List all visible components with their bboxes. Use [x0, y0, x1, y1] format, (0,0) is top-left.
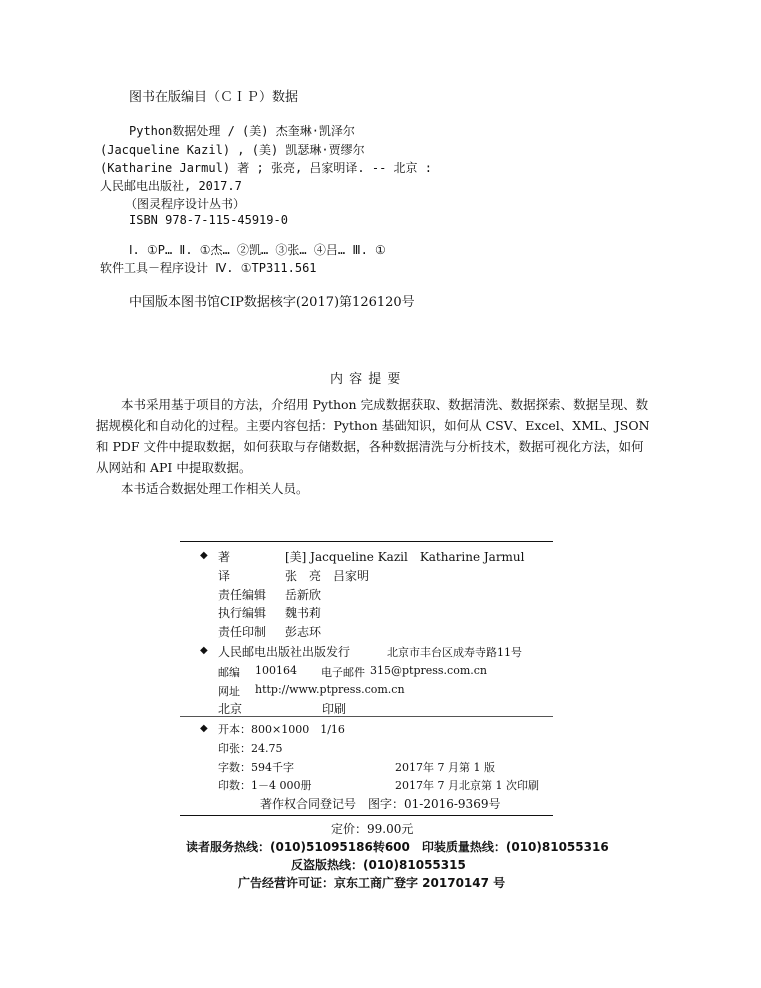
postcode-label: 邮编: [218, 666, 240, 679]
email-value: 315@ptpress.com.cn: [370, 664, 488, 677]
bullet-diamond-icon: ◆: [200, 550, 208, 561]
bullet-diamond-icon: ◆: [200, 723, 208, 734]
summary-paragraph: 本书适合数据处理工作相关人员。: [121, 481, 309, 496]
copyright-registration: 著作权合同登记号 图字：01-2016-9369号: [260, 797, 501, 811]
format-edition: 2017年 7 月第 1 版: [395, 761, 495, 774]
credits-top-rule: [180, 541, 553, 542]
cip-line-isbn: ISBN 978-7-115-45919-0: [129, 213, 288, 227]
format-sheets: 印张：24.75: [218, 742, 283, 755]
format-print-run: 印数：1－4 000册: [218, 779, 312, 792]
ad-license: 广告经营许可证：京东工商广登字 20170147 号: [238, 876, 506, 890]
cip-heading: 图书在版编目（ＣＩＰ）数据: [129, 90, 299, 105]
authors-value: [美] Jacqueline Kazil Katharine Jarmul: [285, 550, 525, 564]
bullet-diamond-icon: ◆: [200, 645, 208, 656]
postcode-value: 100164: [255, 664, 297, 677]
publisher-address: 北京市丰台区成寿寺路11号: [387, 646, 522, 659]
cip-number: 中国版本图书馆CIP数据核字(2017)第126120号: [129, 295, 415, 310]
print-city: 北京: [218, 702, 243, 716]
cip-class-line-2: 软件工具－程序设计 Ⅳ. ①TP311.561: [100, 261, 317, 275]
cip-line-title: Python数据处理 / (美) 杰奎琳·凯泽尔: [129, 124, 355, 138]
cip-line-author1: (Jacqueline Kazil) , (美) 凯瑟琳·贾缪尔: [100, 143, 365, 157]
format-print-date: 2017年 7 月北京第 1 次印刷: [395, 779, 539, 792]
cip-line-publisher: 人民邮电出版社, 2017.7: [100, 179, 242, 193]
publisher-name: 人民邮电出版社出版发行: [218, 645, 351, 659]
summary-body: [96, 394, 652, 499]
website-label: 网址: [218, 685, 240, 698]
printing-label: 印刷: [322, 702, 347, 716]
cip-line-series: （图灵程序设计丛书）: [125, 197, 246, 211]
authors-label: 著: [218, 550, 231, 564]
email-label: 电子邮件: [321, 666, 365, 679]
price: 定价：99.00元: [331, 822, 414, 836]
editor-value: 岳新欣: [285, 588, 322, 602]
editor-label: 责任编辑: [218, 588, 267, 602]
credits-bottom-rule: [180, 815, 553, 816]
cip-line-author2: (Katharine Jarmul) 著 ; 张亮, 吕家明译. -- 北京 :: [100, 161, 432, 175]
format-words: 字数：594千字: [218, 761, 294, 774]
website-value: http://www.ptpress.com.cn: [255, 683, 405, 696]
translators-label: 译: [218, 569, 231, 583]
print-person-value: 彭志环: [285, 625, 322, 639]
service-hotline: 读者服务热线：(010)51095186转600 印装质量热线：(010)81055316: [186, 840, 609, 854]
antipiracy-hotline: 反盗版热线：(010)81055315: [291, 858, 466, 872]
exec-editor-label: 执行编辑: [218, 606, 267, 620]
translators-value: 张 亮 吕家明: [285, 569, 370, 583]
summary-paragraph: 本书采用基于项目的方法，介绍用 Python 完成数据获取、数据清洗、数据探索、数据呈现、数据规模化和自动化的过程。主要内容包括：Python 基础知识，如何从 CSV、Excel、XML、JSON 和 PDF 文件中提取数据，如何获取与存储数据，各种数据清洗与分析技术，数据可视化方法，如何从网站和 API 中提取数据。: [96, 397, 650, 475]
cip-class-line-1: Ⅰ. ①P… Ⅱ. ①杰… ②凯… ③张… ④吕… Ⅲ. ①: [129, 243, 386, 257]
summary-heading: 内 容 提 要: [330, 372, 402, 387]
exec-editor-value: 魏书莉: [285, 606, 322, 620]
print-label: 责任印制: [218, 625, 267, 639]
format-size: 开本：800×1000 1/16: [218, 723, 345, 736]
credits-mid-rule: [180, 716, 553, 717]
